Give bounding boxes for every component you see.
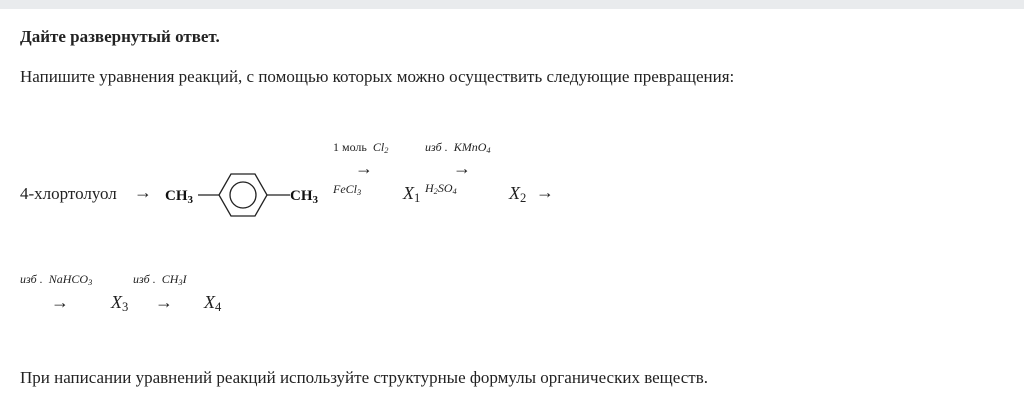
arrow-0: → — [134, 182, 152, 202]
right-methyl: CH — [290, 188, 313, 204]
footer-note: При написании уравнений реакций используйте структурные формулы органических веществ. — [20, 368, 708, 387]
step1-above: 1 моль $Cl_2$ — [333, 140, 389, 156]
step4-above: изб . $CH_3I$ — [133, 272, 187, 288]
step4-arrow: → — [155, 292, 173, 312]
step3-arrow: → — [51, 292, 69, 312]
left-methyl: CH — [165, 188, 188, 204]
svg-text:CH3 — [290, 188, 319, 206]
arrow-after-x2: → — [536, 182, 554, 202]
benzene-ring — [219, 174, 267, 216]
step3-above: изб . NaHCO$_3$ — [20, 272, 93, 288]
product-x1: $X_1$ — [403, 183, 421, 206]
step1-below: FeCl$_3$ — [333, 182, 362, 198]
step2-above: изб . KMnO$_4$ — [425, 140, 491, 156]
product-x2: $X_2$ — [509, 183, 527, 206]
para-xylene-structure — [165, 165, 335, 225]
start-compound: 4-хлортолуол — [20, 184, 117, 203]
step2-arrow: → — [453, 158, 471, 178]
aromatic-circle — [230, 182, 256, 208]
product-x3: $X_3$ — [111, 292, 129, 315]
svg-text:CH3 — [165, 188, 194, 206]
task-text: Напишите уравнения реакций, с помощью которых можно осуществить следующие превращения: — [20, 67, 735, 86]
product-x4: $X_4$ — [204, 292, 222, 315]
step1-arrow: → — [355, 158, 373, 178]
step2-below: $H_2SO_4$ — [425, 181, 457, 197]
question-title: Дайте развернутый ответ. — [20, 27, 220, 46]
top-bar — [0, 0, 1024, 9]
right-methyl-sub: 3 — [312, 194, 318, 206]
left-methyl-sub: 3 — [187, 194, 193, 206]
